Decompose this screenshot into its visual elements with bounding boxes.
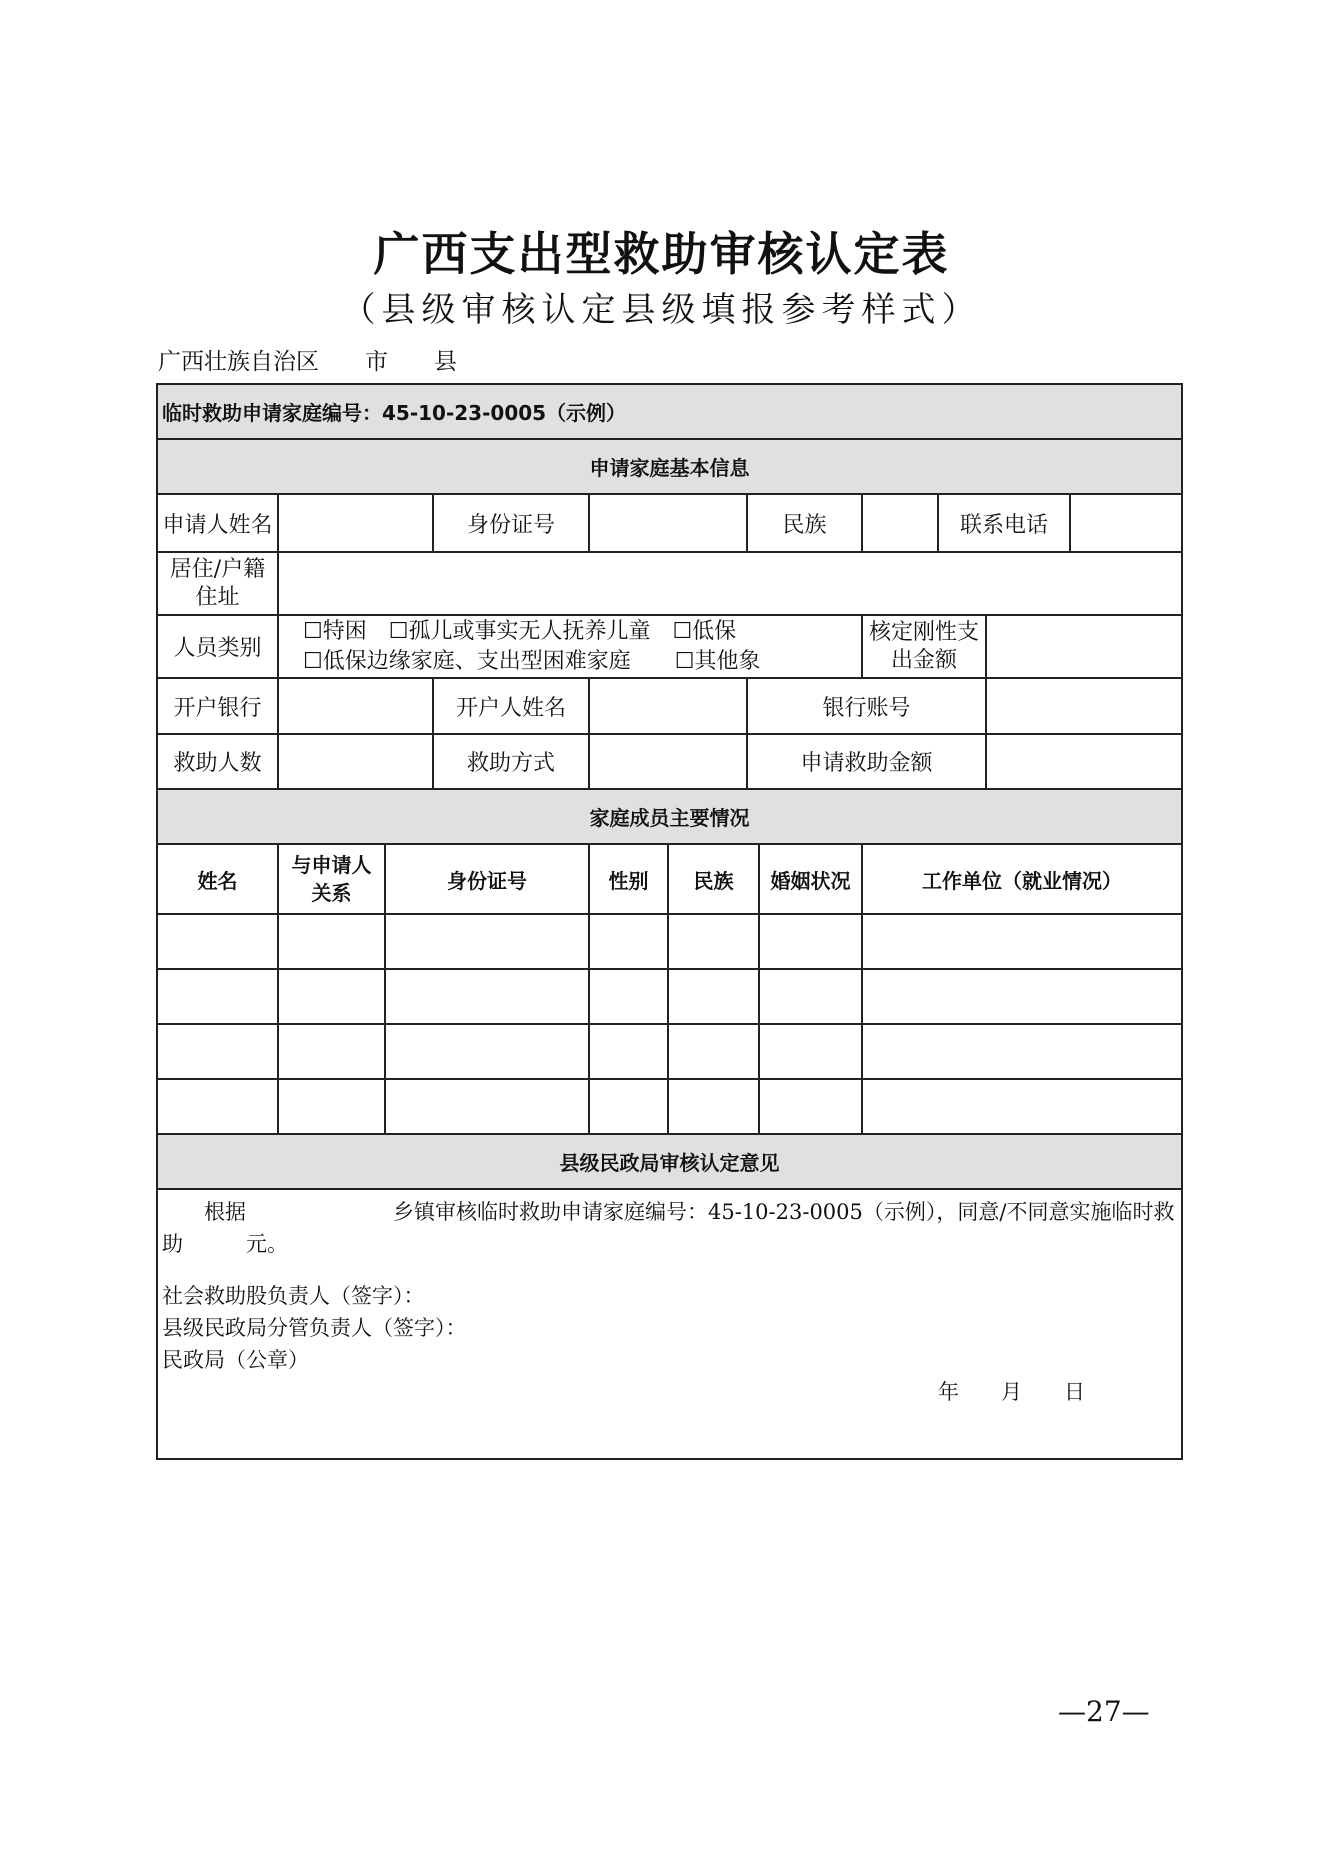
category-options[interactable] [278, 615, 862, 678]
member-cell[interactable] [157, 1024, 278, 1079]
member-cell[interactable] [157, 969, 278, 1024]
member-cell[interactable] [668, 1024, 759, 1079]
field-bank[interactable] [278, 678, 433, 734]
member-cell[interactable] [862, 1024, 1182, 1079]
audit-form-table [156, 383, 1183, 1460]
field-address[interactable] [278, 552, 1182, 615]
field-applicant-name[interactable] [278, 494, 433, 552]
member-cell[interactable] [759, 969, 862, 1024]
table-row [157, 914, 1182, 969]
member-cell[interactable] [862, 1079, 1182, 1134]
col-gender: 性别 [589, 844, 668, 914]
opinion-text: 根据 乡镇审核临时救助申请家庭编号：45-10-23-0005（示例），同意/不同意实施临时救助 元。 [162, 1200, 1175, 1256]
col-name: 姓名 [157, 844, 278, 914]
bureau-seal: 民政局（公章） [162, 1348, 309, 1372]
sign-county-bureau-head: 县级民政局分管负责人（签字）： [162, 1316, 467, 1340]
member-cell[interactable] [759, 1079, 862, 1134]
field-phone[interactable] [1070, 495, 1181, 551]
region-line: 广西壮族自治区 市 县 [158, 349, 457, 375]
section-basic-info: 申请家庭基本信息 [157, 439, 1182, 494]
col-id-number: 身份证号 [385, 844, 589, 914]
label-aid-count: 救助人数 [157, 734, 278, 789]
opinion-box[interactable] [157, 1189, 1182, 1459]
section-family-members: 家庭成员主要情况 [157, 789, 1182, 844]
member-cell[interactable] [759, 1024, 862, 1079]
field-ethnicity[interactable] [863, 495, 938, 551]
label-rigid-expense: 核定刚性支出金额 [862, 615, 986, 678]
table-row [157, 1024, 1182, 1079]
label-applicant-name: 申请人姓名 [157, 494, 278, 552]
label-category: 人员类别 [157, 615, 278, 678]
member-cell[interactable] [589, 1024, 668, 1079]
label-ethnicity: 民族 [747, 494, 862, 552]
label-bank: 开户银行 [157, 678, 278, 734]
member-cell[interactable] [668, 914, 759, 969]
page-subtitle: （县级审核认定县级填报参考样式） [341, 290, 982, 330]
member-cell[interactable] [278, 914, 385, 969]
label-aid-amount: 申请救助金额 [747, 734, 986, 789]
field-aid-count[interactable] [278, 734, 433, 789]
member-cell[interactable] [157, 914, 278, 969]
sign-social-aid-head: 社会救助股负责人（签字）： [162, 1284, 425, 1308]
member-cell[interactable] [759, 914, 862, 969]
label-address: 居住/户籍住址 [157, 552, 278, 615]
member-cell[interactable] [278, 1079, 385, 1134]
member-cell[interactable] [385, 1024, 589, 1079]
page-title: 广西支出型救助审核认定表 [373, 227, 950, 281]
member-cell[interactable] [385, 969, 589, 1024]
label-phone: 联系电话 [938, 495, 1070, 551]
table-row [157, 969, 1182, 1024]
field-aid-amount[interactable] [986, 734, 1182, 789]
member-cell[interactable] [589, 914, 668, 969]
section-county-opinion: 县级民政局审核认定意见 [157, 1134, 1182, 1189]
col-workplace: 工作单位（就业情况） [862, 844, 1182, 914]
field-bank-account[interactable] [986, 678, 1182, 734]
member-cell[interactable] [278, 969, 385, 1024]
label-aid-method: 救助方式 [433, 734, 589, 789]
member-cell[interactable] [278, 1024, 385, 1079]
page-number: —27— [1058, 1695, 1150, 1728]
label-account-holder: 开户人姓名 [433, 678, 589, 734]
member-cell[interactable] [157, 1079, 278, 1134]
member-cell[interactable] [668, 969, 759, 1024]
member-cell[interactable] [668, 1079, 759, 1134]
phone-group [862, 494, 1182, 552]
date-line: 年 月 日 [938, 1380, 1085, 1404]
label-id-number: 身份证号 [433, 494, 589, 552]
field-aid-method[interactable] [589, 734, 747, 789]
member-cell[interactable] [589, 1079, 668, 1134]
member-cell[interactable] [385, 1079, 589, 1134]
label-bank-account: 银行账号 [747, 678, 986, 734]
category-options-line2[interactable]: ☐低保边缘家庭、支出型困难家庭 ☐其他象 [303, 648, 761, 674]
member-cell[interactable] [862, 969, 1182, 1024]
field-id-number[interactable] [589, 494, 747, 552]
member-cell[interactable] [862, 914, 1182, 969]
col-relation: 与申请人关系 [278, 844, 385, 914]
category-options-line1[interactable]: ☐特困 ☐孤儿或事实无人抚养儿童 ☐低保 [303, 618, 737, 644]
field-rigid-expense[interactable] [986, 615, 1182, 678]
col-ethnicity: 民族 [668, 844, 759, 914]
member-cell[interactable] [385, 914, 589, 969]
family-number: 临时救助申请家庭编号：45-10-23-0005（示例） [157, 384, 1182, 439]
field-account-holder[interactable] [589, 678, 747, 734]
col-marital: 婚姻状况 [759, 844, 862, 914]
member-cell[interactable] [589, 969, 668, 1024]
table-row [157, 1079, 1182, 1134]
